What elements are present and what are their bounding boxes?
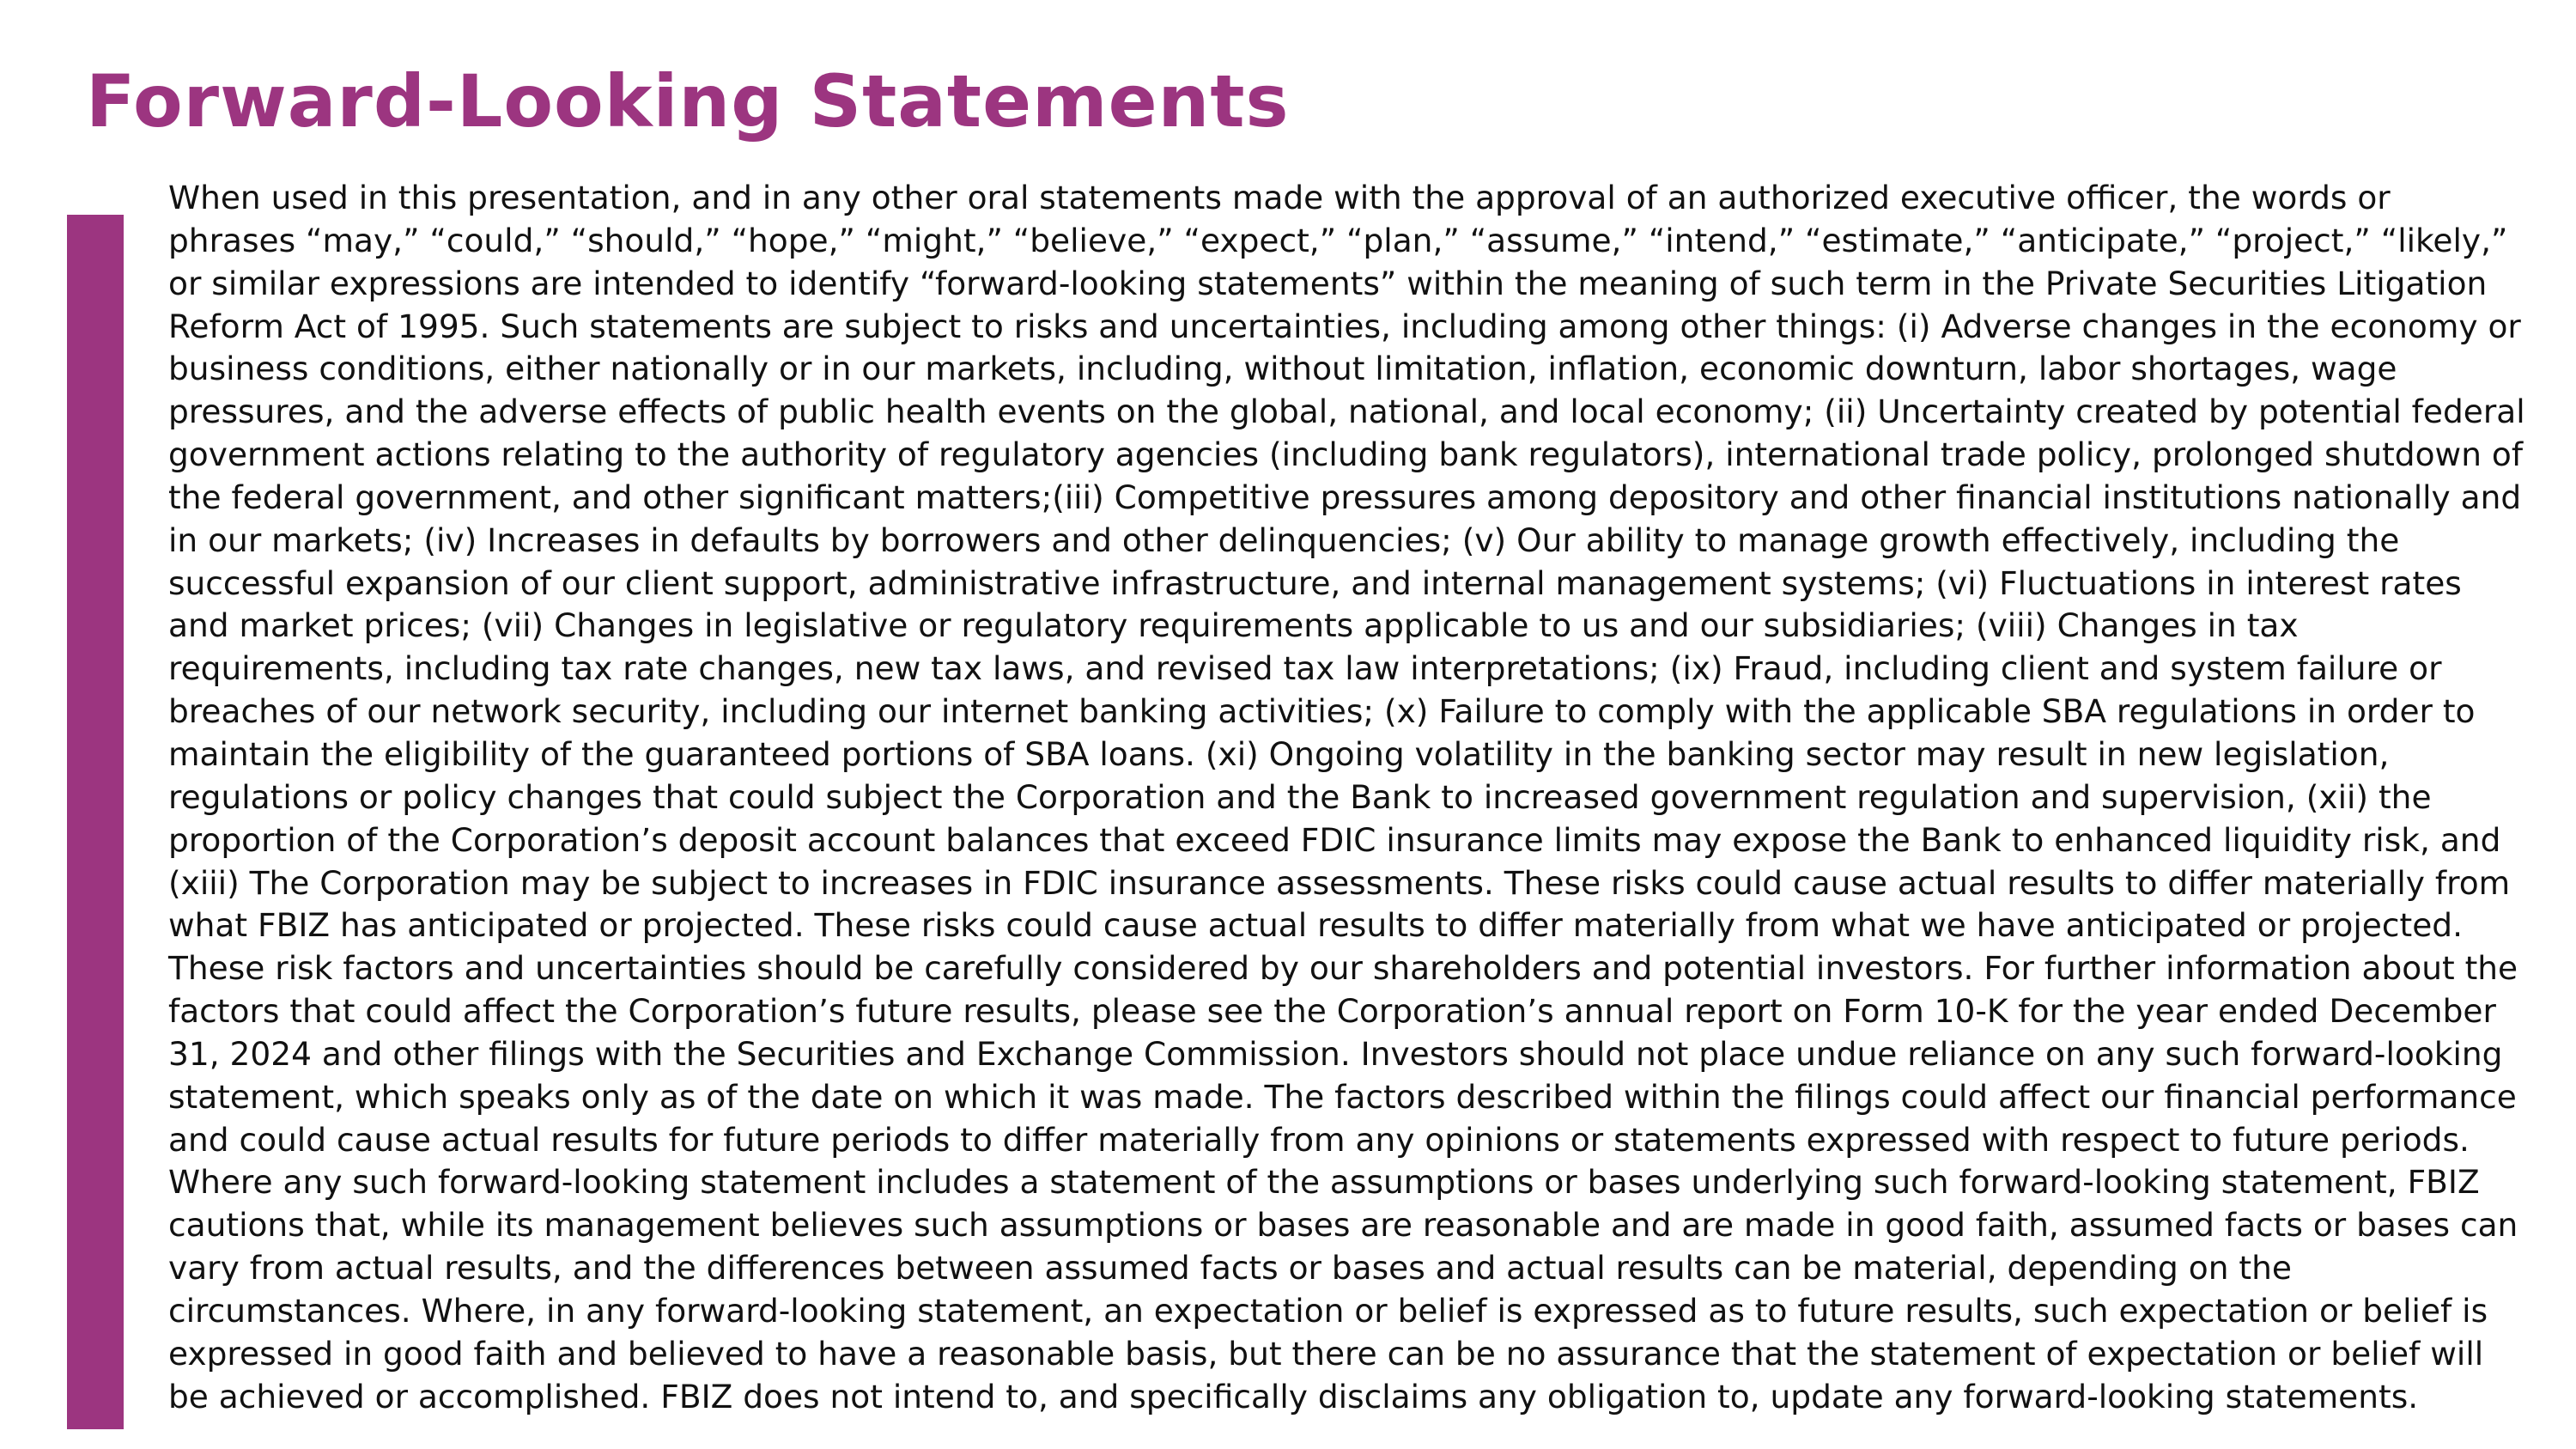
page-title: Forward-Looking Statements [86,59,1290,143]
accent-bar [67,215,124,1429]
disclaimer-body-text: When used in this presentation, and in any other oral statements made with the approval of an authorized executive officer, the words or phrases “may,” “could,” “should,” “hope,” “might,” “believe,” “expect,” “plan,” “assume,” “intend,” “estimate,” “anticipate,” “project,” “likely,” or similar expressions are intended to identify “forward-looking statements” within the meaning of such term in the Private Securities Litigation Reform Act of 1995. Such statements are subject to risks and uncertainties, including among other things: (i) Adverse changes in the economy or business conditions, either nationally or in our markets, including, without limitation, inflation, economic downturn, labor shortages, wage pressures, and the adverse effects of public health events on the global, national, and local economy; (ii) Uncertainty created by potential federal government actions relating to the authority of regulatory agencies (including bank regulators), international trade policy, prolonged shutdown of the federal government, and other significant matters;(iii) Competitive pressures among depository and other financial institutions nationally and in our markets; (iv) Increases in defaults by borrowers and other delinquencies; (v) Our ability to manage growth effectively, including the successful expansion of our client support, administrative infrastructure, and internal management systems; (vi) Fluctuations in interest rates and market prices; (vii) Changes in legislative or regulatory requirements applicable to us and our subsidiaries; (viii) Changes in tax requirements, including tax rate changes, new tax laws, and revised tax law interpretations; (ix) Fraud, including client and system failure or breaches of our network security, including our internet banking activities; (x) Failure to comply with the applicable SBA regulations in order to maintain the eligibility of the guaranteed portions of SBA loans. (xi) Ongoing volatility in the banking sector may result in new legislation, regulations or policy changes that could subject the Corporation and the Bank to increased government regulation and supervision, (xii) the proportion of the Corporation’s deposit account balances that exceed FDIC insurance limits may expose the Bank to enhanced liquidity risk, and (xiii) The Corporation may be subject to increases in FDIC insurance assessments. These risks could cause actual results to differ materially from what FBIZ has anticipated or projected. These risks could cause actual results to differ materially from what we have anticipated or projected. These risk factors and uncertainties should be carefully considered by our shareholders and potential investors. For further information about the factors that could affect the Corporation’s future results, please see the Corporation’s annual report on Form 10-K for the year ended December 31, 2024 and other filings with the Securities and Exchange Commission. Investors should not place undue reliance on any such forward-looking statement, which speaks only as of the date on which it was made. The factors described within the filings could affect our financial performance and could cause actual results for future periods to differ materially from any opinions or statements expressed with respect to future periods. Where any such forward-looking statement includes a statement of the assumptions or bases underlying such forward-looking statement, FBIZ cautions that, while its management believes such assumptions or bases are reasonable and are made in good faith, assumed facts or bases can vary from actual results, and the differences between assumed facts or bases and actual results can be material, depending on the circumstances. Where, in any forward-looking statement, an expectation or belief is expressed as to future results, such expectation or belief is expressed in good faith and believed to have a reasonable basis, but there can be no assurance that the statement of expectation or belief will be achieved or accomplished. FBIZ does not intend to, and specifically disclaims any obligation to, update any forward-looking statements. [168,179,2525,1416]
